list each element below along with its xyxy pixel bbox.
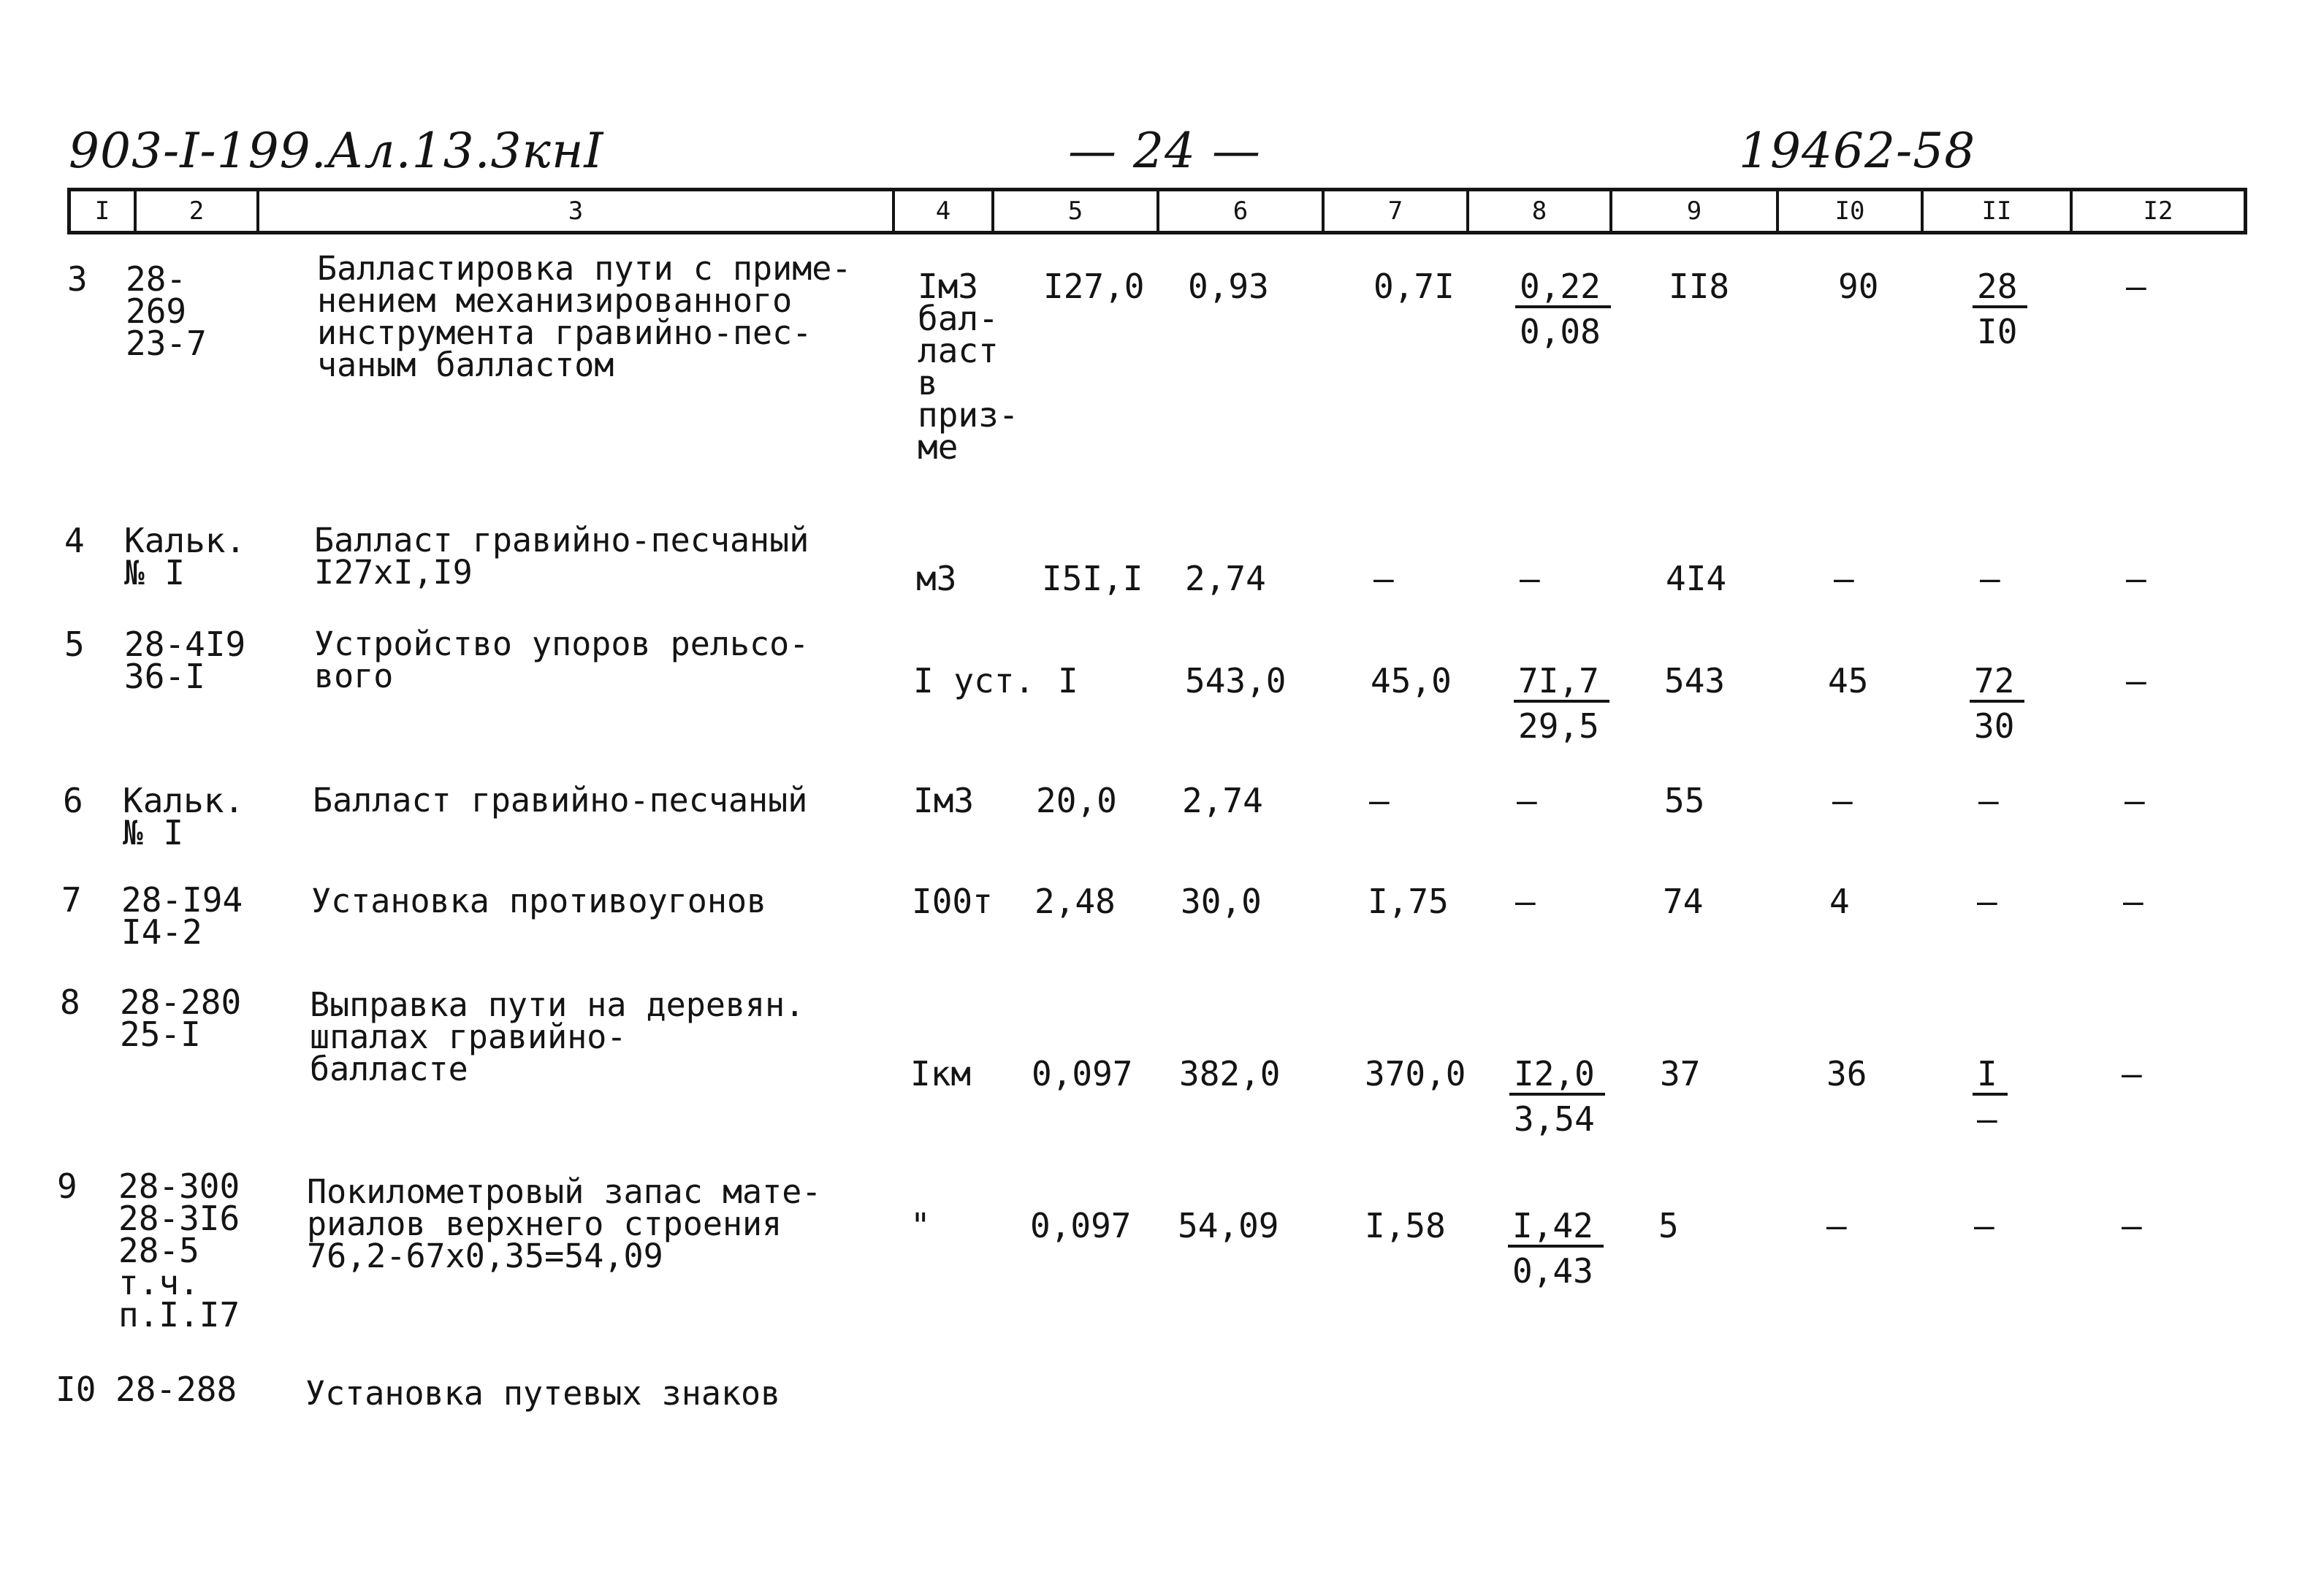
unit: I уст. [913,661,1035,700]
value-col11-fraction [1973,267,2027,351]
norm-code: 28- 269 23-7 [126,259,207,363]
norm-code: 28-4I9 36-I [124,625,246,696]
unit: " [910,1206,931,1245]
row-number: 9 [57,1167,77,1206]
value-col6: 543,0 [1185,661,1287,700]
row-number: 6 [63,781,83,820]
column-number: I2 [2143,196,2173,226]
column-number: 6 [1159,191,1325,231]
value-col10: 4 [1829,882,1850,921]
value-col10: – [1826,1206,1847,1245]
quantity: I5I,I [1042,559,1143,598]
value-col6: 2,74 [1182,781,1263,820]
value-col8-fraction [1514,661,1609,746]
norm-code: Кальк. № I [123,781,245,852]
value-col8: – [1517,781,1537,820]
row-number: I0 [56,1370,96,1409]
value-col11-fraction [1970,661,2024,746]
column-number: 5 [994,191,1159,231]
fraction-numerator: 0,22 [1515,270,1611,308]
fraction-numerator: 72 [1970,665,2024,703]
work-description: Выправка пути на деревян. шпалах гравийно- балласте [310,985,805,1088]
fraction-numerator: I [1973,1058,2008,1096]
value-col12: – [2126,267,2146,306]
value-col11: – [1978,781,1999,820]
work-description: Устройство упоров рельсо- вого [314,625,809,695]
unit: Iкм [910,1054,972,1093]
value-col9: 5 [1658,1206,1679,1245]
value-col10: – [1834,559,1854,598]
value-col11: – [1977,882,1997,921]
document-number: 19462-58 [1739,123,1976,179]
value-col7: 0,7I [1373,267,1455,306]
value-col6: 0,93 [1188,267,1269,306]
norm-code: 28-288 [115,1370,237,1409]
value-col10: 45 [1828,661,1869,700]
value-col11-fraction [1973,1054,2008,1139]
value-col6: 382,0 [1179,1054,1281,1093]
quantity: 0,097 [1032,1054,1133,1093]
value-col10: 90 [1838,267,1879,306]
value-col10: – [1832,781,1853,820]
column-number: 3 [259,191,895,231]
quantity: 0,097 [1030,1206,1132,1245]
row-number: 3 [67,259,88,299]
fraction-denominator: 0,08 [1520,312,1601,351]
fraction-numerator: 7I,7 [1514,665,1609,703]
fraction-denominator: 3,54 [1514,1099,1595,1139]
work-description: Балласт гравийно-песчаный [313,781,808,820]
unit: I00т [912,882,993,921]
norm-code: 28-280 25-I [120,982,242,1054]
fraction-numerator: 28 [1973,270,2027,308]
value-col12: – [2125,781,2145,820]
fraction-denominator: 0,43 [1512,1251,1593,1291]
value-col12: – [2122,1054,2142,1093]
work-description: Балластировка пути с приме- нением механизированного инструмента гравийно-пес- чаным балластом [317,249,852,384]
work-description: Установка путевых знаков [305,1374,781,1413]
value-col6: 2,74 [1185,559,1266,598]
quantity: 2,48 [1034,882,1116,921]
column-number: I [71,191,137,231]
value-col9: 4I4 [1666,559,1727,598]
value-col11: – [1974,1206,1994,1245]
row-number: 5 [64,625,85,664]
row-number: 4 [64,521,85,560]
value-col10: 36 [1826,1054,1867,1093]
fraction-denominator: 30 [1974,706,2015,746]
value-col12: – [2123,882,2144,921]
work-description: Покилометровый запас мате- риалов верхнего строения 76,2-67х0,35=54,09 [307,1172,822,1275]
column-number: II [1924,191,2073,231]
value-col11: – [1980,559,2000,598]
value-col7: I,58 [1365,1206,1446,1245]
value-col9: 55 [1664,781,1705,820]
value-col7: 370,0 [1365,1054,1466,1093]
value-col9: II8 [1669,267,1730,306]
fraction-denominator: 29,5 [1518,706,1599,746]
column-number: 4 [895,191,994,231]
quantity: I [1058,661,1078,700]
norm-code: Кальк. № I [124,521,246,592]
unit: м3 [916,559,957,598]
value-col8: – [1520,559,1540,598]
value-col6: 54,09 [1178,1206,1279,1245]
fraction-numerator: I2,0 [1509,1058,1605,1096]
value-col7: 45,0 [1371,661,1452,700]
fraction-denominator: I0 [1977,312,2018,351]
page-number: — 24 — [1068,123,1261,179]
quantity: 20,0 [1036,781,1117,820]
column-number: 2 [137,191,259,231]
value-col8-fraction [1508,1206,1604,1291]
work-description: Балласт гравийно-песчаный I27хI,I9 [314,521,809,592]
work-description: Установка противоугонов [311,882,767,920]
unit: Iм3 [913,781,975,820]
column-number: I0 [1779,191,1924,231]
norm-code: 28-I94 I4-2 [121,880,243,952]
value-col6: 30,0 [1181,882,1262,921]
row-number: 8 [60,982,80,1022]
column-number: 8 [1469,191,1612,231]
column-number: 7 [1325,191,1469,231]
fraction-numerator: I,42 [1508,1210,1604,1248]
value-col9: 37 [1660,1054,1701,1093]
value-col8-fraction [1509,1054,1605,1139]
value-col7: I,75 [1368,882,1449,921]
column-number: 9 [1612,191,1779,231]
unit: Iм3 бал- ласт в приз- ме [918,267,1019,467]
norm-code: 28-300 28-3I6 28-5 т.ч. п.I.I7 [118,1167,240,1335]
quantity: I27,0 [1043,267,1145,306]
value-col8: – [1515,882,1536,921]
value-col12: – [2126,661,2146,700]
value-col7: – [1373,559,1394,598]
value-col7: – [1369,781,1390,820]
value-col12: – [2126,559,2146,598]
column-number-row [67,188,2247,234]
value-col9: 543 [1664,661,1726,700]
fraction-denominator: – [1977,1099,1997,1139]
row-number: 7 [61,880,82,920]
value-col8-fraction [1515,267,1611,351]
document-code: 903-I-199.Ал.13.3кнI [69,123,604,179]
value-col12: – [2122,1206,2142,1245]
value-col9: 74 [1663,882,1704,921]
